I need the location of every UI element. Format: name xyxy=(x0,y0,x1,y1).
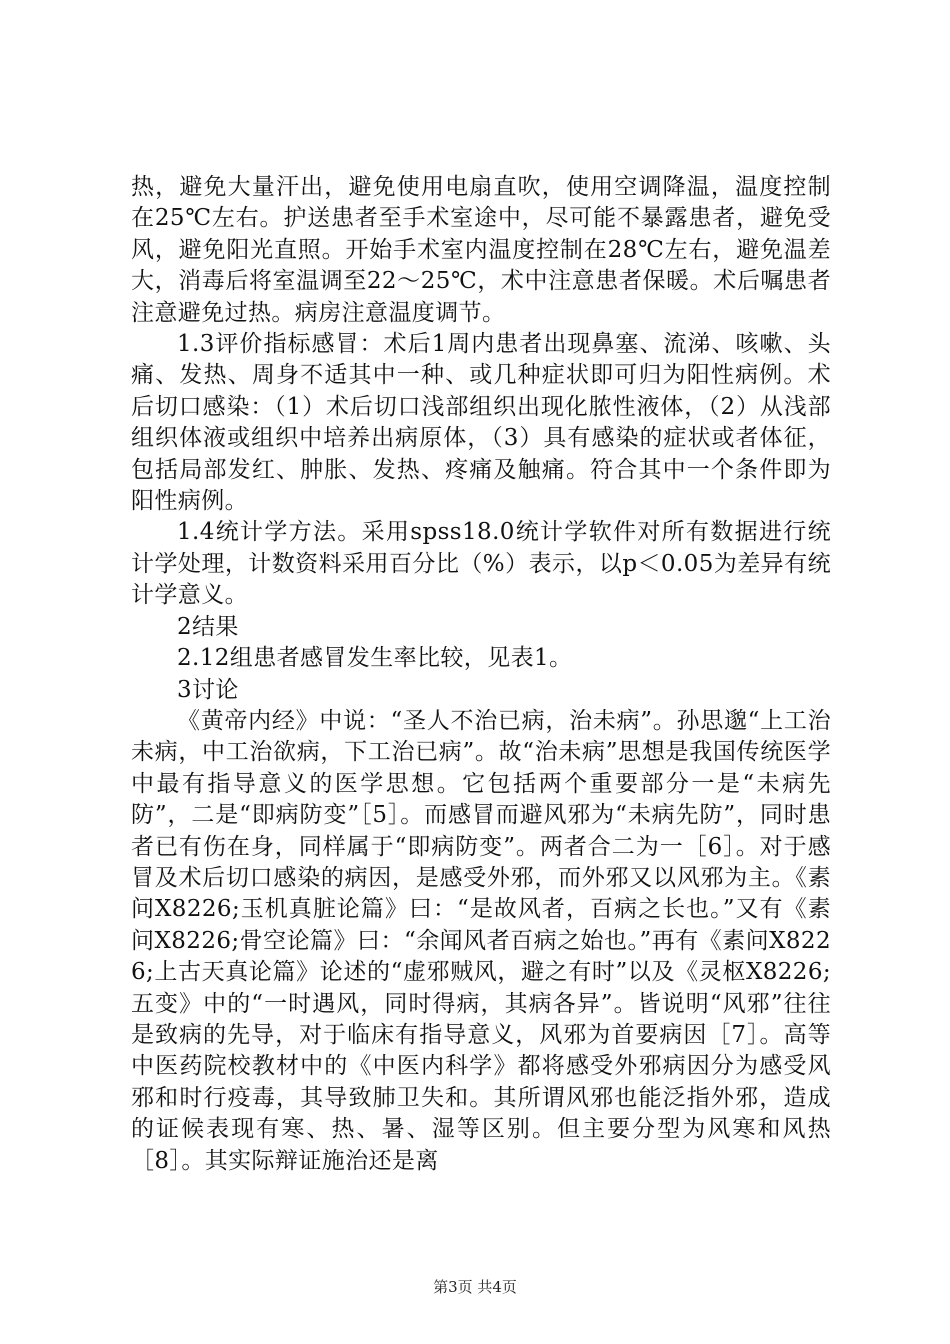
section-heading-discussion: 3讨论 xyxy=(177,676,239,703)
body-paragraph: 《黄帝内经》中说：“圣人不治已病，治未病”。孙思邈“上工治未病，中工治欲病，下工治已病”。故“治未病”思想是我国传统医学中最有指导意义的医学思想。它包括两个重要部分一是“未病先防”，二是“即病防变”［5］。而感冒而避风邪为“未病先防”，同时患者已有伤在身，同样属于“即病防变”。两者合二为一［6］。对于感冒及术后切口感染的病因，是感受外邪，而外邪又以风邪为主。《素问X8226;玉机真脏论篇》曰：“是故风者，百病之长也。”又有《素问X8226;骨空论篇》曰：“余闻风者百病之始也。”再有《素问X8226;上古天真论篇》论述的“虚邪贼风，避之有时”以及《灵枢X8226;五变》中的“一时遇风，同时得病，其病各异”。皆说明“风邪”往往是致病的先导，对于临床有指导意义，风邪为首要病因［7］。高等中医药院校教材中的《中医内科学》都将感受外邪病因分为感受风邪和时行疫毒，其导致肺卫失和。其所谓风邪也能泛指外邪，造成的证候表现有寒、热、暑、湿等区别。但主要分型为风寒和风热［8］。其实际辩证施治还是离 xyxy=(131,707,831,1174)
document-page xyxy=(131,172,831,1177)
body-paragraph: 2.12组患者感冒发生率比较，见表1。 xyxy=(177,645,573,672)
body-paragraph: 1.3评价指标感冒：术后1周内患者出现鼻塞、流涕、咳嗽、头痛、发热、周身不适其中一种、或几种症状即可归为阳性病例。术后切口感染：（1）术后切口浅部组织出现化脓性液体，（2）从浅部组织体液或组织中培养出病原体，（3）具有感染的症状或者体征，包括局部发红、肿胀、发热、疼痛及触痛。符合其中一个条件即为阳性病例。 xyxy=(131,331,831,515)
body-paragraph: 热，避免大量汗出，避免使用电扇直吹，使用空调降温，温度控制在25℃左右。护送患者至手术室途中，尽可能不暴露患者，避免受风，避免阳光直照。开始手术室内温度控制在28℃左右，避免温差大，消毒后将室温调至22～25℃，术中注意患者保暖。术后嘱患者注意避免过热。病房注意温度调节。 xyxy=(131,174,831,326)
body-paragraph: 1.4统计学方法。采用spss18.0统计学软件对所有数据进行统计学处理，计数资料采用百分比（%）表示，以p＜0.05为差异有统计学意义。 xyxy=(131,519,831,609)
page-number-footer: 第3页 共4页 xyxy=(433,1278,517,1296)
section-heading-results: 2结果 xyxy=(177,613,239,640)
